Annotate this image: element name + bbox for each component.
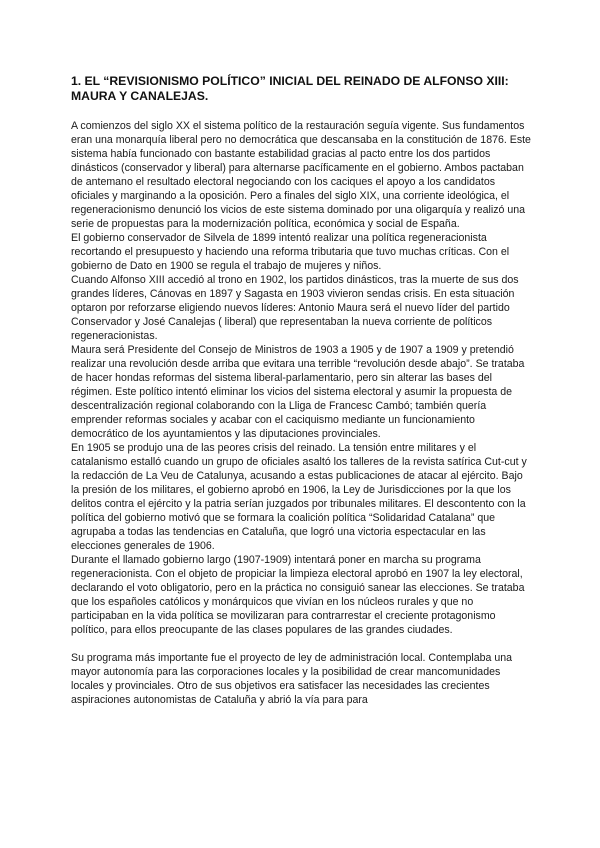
page-title: 1. EL “REVISIONISMO POLÍTICO” INICIAL DEL REINADO DE ALFONSO XIII: MAURA Y CANALEJAS. bbox=[71, 74, 509, 103]
paragraph-restauracion: A comienzos del siglo XX el sistema político de la restauración seguía vigente. Sus fundamentos eran una monarquía liberal pero no democrática que descansaba en la constitución de 1876. Este sistema había funcionado con bastante estabilidad gracias al pacto entre los dos partidos dinásticos (conservador y liberal) para alternarse pacíficamente en el gobierno. Ambos pactaban de antemano el resultado electoral negociando con los caciques el apoyo a los candidatos oficiales y marginando a la oposición. Pero a finales del siglo XIX, una corriente ideológica, el regeneracionismo denunció los vicios de este sistema dominado por una oligarquía y realizó una serie de propuestas para la modernización política, económica y social de España. bbox=[71, 120, 531, 230]
paragraph-administracion-local: Su programa más importante fue el proyecto de ley de administración local. Contemplaba una mayor autonomía para las corporaciones locales y la posibilidad de crear mancomunidades locales y provinciales. Otro de sus objetivos era satisfacer las necesidades las crecientes aspiraciones autonomistas de Cataluña y abrió la vía para para bbox=[71, 652, 513, 706]
paragraph-alfonso-xiii: Cuando Alfonso XIII accedió al trono en 1902, los partidos dinásticos, tras la muerte de sus dos grandes líderes, Cánovas en 1897 y Sagasta en 1903 vivieron sendas crisis. En esta situación optaron por reforzarse eligiendo nuevos líderes: Antonio Maura será el nuevo líder del partido Conservador y José Canalejas ( liberal) que representaban la nueva corriente de políticos regeneracionistas. bbox=[71, 274, 519, 342]
paragraph-silvela: El gobierno conservador de Silvela de 1899 intentó realizar una política regeneracionista recortando el presupuesto y haciendo una reforma tributaria que tuvo muchas críticas. Con el gobierno de Dato en 1900 se regula el trabajo de mujeres y niños. bbox=[71, 232, 510, 272]
paragraph-gobierno-largo: Durante el llamado gobierno largo (1907-1909) intentará poner en marcha su programa regeneracionista. Con el objeto de propiciar la limpieza electoral aprobó en 1907 la ley electoral, declarando el voto obligatorio, pero en la práctica no consiguió sanear las elecciones. Se trataba que los españoles católicos y monárquicos que vivían en los núcleos rurales y que no participaban en la vida política se movilizaran para contrarrestar el creciente protagonismo político, para ellos preocupante de las clases populares de las grandes ciudades. bbox=[71, 554, 525, 636]
paragraph-crisis-1905: En 1905 se produjo una de las peores crisis del reinado. La tensión entre militares y el catalanismo estalló cuando un grupo de oficiales asaltó los talleres de la revista satírica Cut-cut y la redacción de La Veu de Catalunya, acusando a estas publicaciones de atacar al ejército. Bajo la presión de los militares, el gobierno aprobó en 1906, la Ley de Jurisdicciones por la que los delitos contra el ejército y la patria serían juzgados por tribunales militares. El descontento con la política del gobierno motivó que se formara la coalición política “Solidaridad Catalana” que agrupaba a todas las tendencias en Cataluña, que logró una victoria espectacular en las elecciones generales de 1906. bbox=[71, 442, 527, 552]
paragraph-maura: Maura será Presidente del Consejo de Ministros de 1903 a 1905 y de 1907 a 1909 y pretendió realizar una revolución desde arriba que evitara una terrible “revolución desde abajo”. Se trataba de hacer hondas reformas del sistema liberal-parlamentario, pero sin alterar las bases del régimen. Este político intentó eliminar los vicios del sistema electoral y asumir la propuesta de descentralización regional colaborando con la Lliga de Francesc Cambó; también quería emprender reformas sociales y acabar con el caciquismo mediante un funcionamiento democrático de los ayuntamientos y las diputaciones provinciales. bbox=[71, 344, 525, 440]
document-page bbox=[71, 74, 531, 707]
